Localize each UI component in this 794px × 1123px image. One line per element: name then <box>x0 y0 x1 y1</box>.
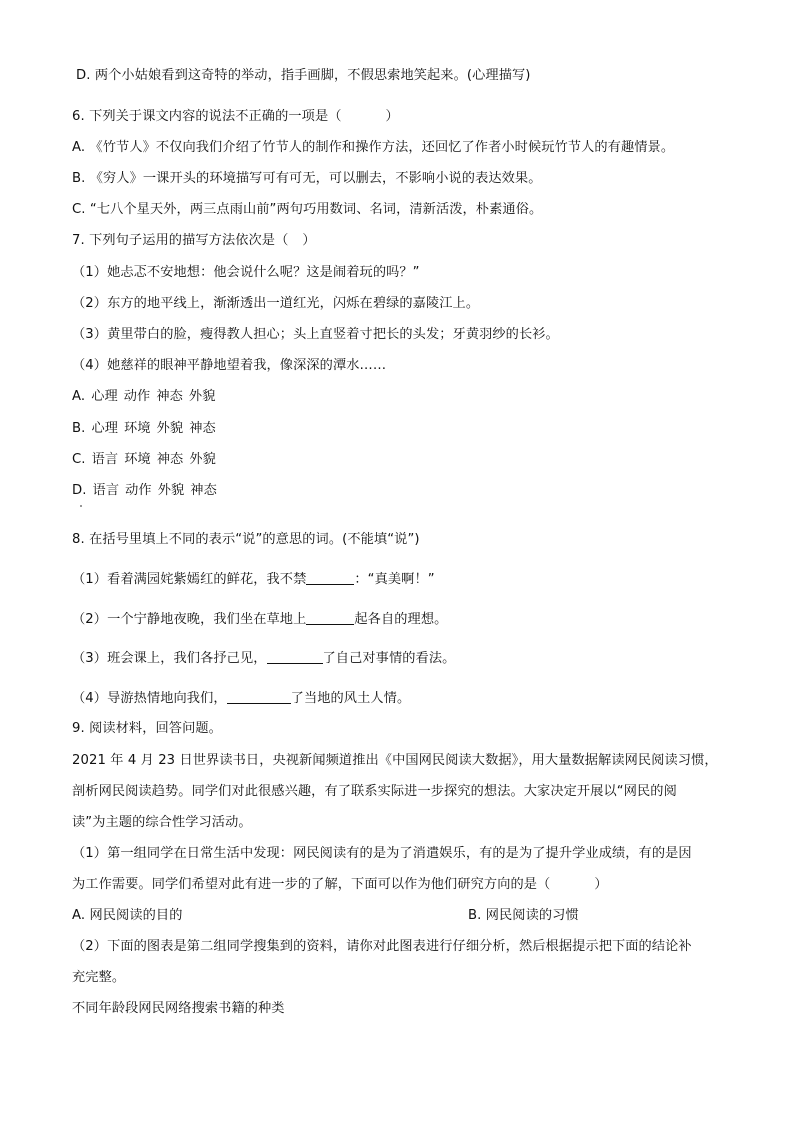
option-term: 环境 <box>124 452 151 467</box>
option-term: 外貌 <box>188 389 216 404</box>
option-letter: B. <box>72 421 86 436</box>
answer-blank[interactable] <box>306 611 354 625</box>
answer-blank[interactable] <box>227 690 291 704</box>
q9-material-line-1: 2021 年 4 月 23 日世界读书日，央视新闻频道推出《中国网民阅读大数据》，用大量数据解读网民阅读习惯， <box>72 753 718 768</box>
q7-sentence-1: （1）她忐忑不安地想：他会说什么呢？这是闹着玩的吗？” <box>72 265 420 280</box>
q8-sentence-2 <box>72 611 724 629</box>
q7-option-a <box>72 388 724 406</box>
option-term: 环境 <box>124 421 151 436</box>
q9-option-b: B. 网民阅读的习惯 <box>468 908 579 923</box>
q7-stem-close: ） <box>302 233 316 248</box>
q6-option-a: A. 《竹节人》不仅向我们介绍了竹节人的制作和操作方法，还回忆了作者小时候玩竹节人的有趣情景。 <box>72 140 675 155</box>
option-letter: A. <box>72 389 86 404</box>
q8-s1-text: （1）看着满园姹紫嫣红的鲜花，我不禁 <box>72 572 307 587</box>
option-term: 语言 <box>92 483 120 498</box>
q6-option-b: B. 《穷人》一课开头的环境描写可有可无，可以删去，不影响小说的表达效果。 <box>72 171 542 186</box>
q6-stem <box>72 108 724 126</box>
answer-blank[interactable] <box>267 650 323 664</box>
q7-option-b <box>72 420 724 438</box>
q7-sentence-2: （2）东方的地平线上，渐渐透出一道红光，闪烁在碧绿的嘉陵江上。 <box>72 296 480 311</box>
option-term: 神态 <box>156 452 184 467</box>
q8-s1-rest: ：“真美啊！” <box>354 572 435 587</box>
q9-sub2-line-1: （2）下面的图表是第二组同学搜集到的资料，请你对此图表进行仔细分析，然后根据提示把下面的结论补 <box>72 939 692 954</box>
q9-sub1-close: ） <box>594 877 608 892</box>
option-term: 动作 <box>125 483 152 498</box>
q7-stem <box>72 232 724 250</box>
q9-material-line-3: 读”为主题的综合性学习活动。 <box>72 815 252 830</box>
stray-dot <box>80 505 82 507</box>
q9-sub1-line-2 <box>72 876 724 894</box>
q9-sub1-line-1: （1）第一组同学在日常生活中发现：网民阅读有的是为了消遣娱乐，有的是为了提升学业成绩，有的是因 <box>72 846 692 861</box>
q8-sentence-1 <box>72 571 724 589</box>
q8-sentence-4 <box>72 690 724 708</box>
q7-option-d <box>72 482 724 500</box>
q9-sub2-line-2: 充完整。 <box>72 970 126 985</box>
q9-options <box>72 907 724 925</box>
option-term: 外貌 <box>156 421 184 436</box>
q6-stem-text: 6. 下列关于课文内容的说法不正确的一项是（ <box>72 109 342 124</box>
q8-s3-text: （3）班会课上，我们各抒己见， <box>72 651 267 666</box>
q8-sentence-3 <box>72 650 724 668</box>
q7-stem-text: 7. 下列句子运用的描写方法依次是（ <box>72 233 289 248</box>
q8-s4-text: （4）导游热情地向我们， <box>72 691 227 706</box>
q6-stem-close: ） <box>385 109 399 124</box>
option-term: 神态 <box>156 389 183 404</box>
q8-s4-rest: 了当地的风土人情。 <box>290 691 411 706</box>
q9-stem: 9. 阅读材料，回答问题。 <box>72 721 222 736</box>
option-term: 心理 <box>91 389 118 404</box>
option-term: 心理 <box>91 421 119 436</box>
q6-option-c: C. “七八个星天外，两三点雨山前”两句巧用数词、名词，清新活泼，朴素通俗。 <box>72 202 543 217</box>
option-term: 神态 <box>190 483 217 498</box>
q8-s2-rest: 起各自的理想。 <box>354 612 448 627</box>
q9-sub1-text: 为工作需要。同学们希望对此有进一步的了解，下面可以作为他们研究方向的是（ <box>72 877 551 892</box>
q7-sentence-4: （4）她慈祥的眼神平静地望着我，像深深的潭水…… <box>72 358 387 373</box>
option-letter: D. <box>72 483 87 498</box>
q7-sentence-3: （3）黄里带白的脸，瘦得教人担心；头上直竖着寸把长的头发；牙黄羽纱的长衫。 <box>72 327 559 342</box>
option-term: 动作 <box>123 389 151 404</box>
q9-material-line-2: 剖析网民阅读趋势。同学们对此很感兴趣，有了联系实际进一步探究的想法。大家决定开展以“网民的阅 <box>72 784 677 799</box>
q9-option-a: A. 网民阅读的目的 <box>72 908 183 923</box>
option-term: 语言 <box>91 452 119 467</box>
q8-stem: 8. 在括号里填上不同的表示“说”的意思的词。(不能填“说”) <box>72 532 420 547</box>
option-term: 外貌 <box>189 452 216 467</box>
option-term: 神态 <box>189 421 216 436</box>
answer-blank[interactable] <box>306 571 354 585</box>
option-term: 外貌 <box>157 483 185 498</box>
q5-option-d: D. 两个小姑娘看到这奇特的举动，指手画脚，不假思索地笑起来。(心理描写) <box>76 68 531 83</box>
q7-option-c <box>72 451 724 469</box>
q8-s3-rest: 了自己对事情的看法。 <box>322 651 456 666</box>
chart-title: 不同年龄段网民网络搜索书籍的种类 <box>72 1001 285 1016</box>
q8-s2-text: （2）一个宁静地夜晚，我们坐在草地上 <box>72 612 307 627</box>
option-letter: C. <box>72 452 86 467</box>
